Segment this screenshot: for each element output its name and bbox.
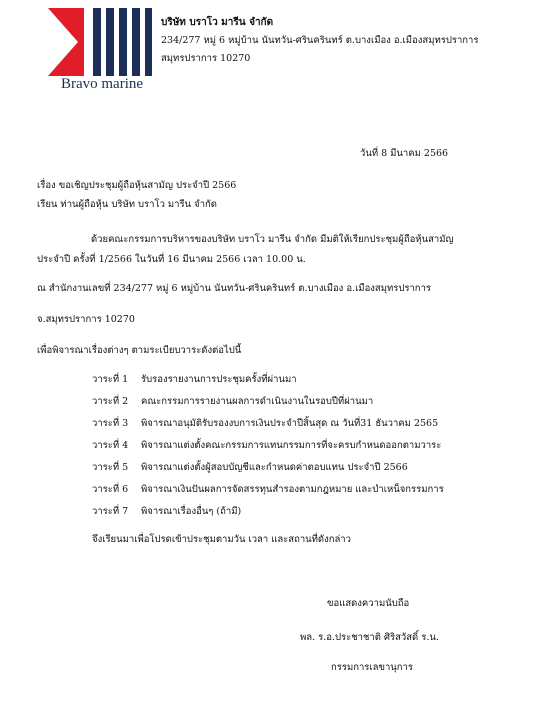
- agenda-item: [92, 394, 373, 409]
- agenda-text: พิจารณาแต่งตั้งผู้สอบบัญชีและกำหนดค่าตอบแทน ประจำปี 2566: [141, 462, 408, 473]
- body-line-2: ประจำปี ครั้งที่ 1/2566 ในวันที่ 16 มีนาคม 2566 เวลา 10.00 น.: [37, 254, 306, 265]
- agenda-item: [92, 438, 441, 453]
- body-line-4: จ.สมุทรปราการ 10270: [37, 314, 135, 325]
- agenda-number: วาระที่ 5: [92, 462, 129, 473]
- agenda-text: พิจารณาอนุมัติรับรองงบการเงินประจำปีสิ้นสุด ณ วันที่31 ธันวาคม 2565: [141, 418, 439, 429]
- agenda-number: วาระที่ 3: [92, 418, 129, 429]
- agenda-item: [92, 460, 408, 475]
- agenda-number: วาระที่ 6: [92, 484, 129, 495]
- body-line-3: ณ สำนักงานเลขที่ 234/277 หมู่ 6 หมู่บ้าน นันทวัน-ศรินครินทร์ ต.บางเมือง อ.เมืองสมุทรปราการ: [37, 283, 431, 294]
- letter-subject: เรื่อง ขอเชิญประชุมผู้ถือหุ้นสามัญ ประจำปี 2566: [37, 180, 237, 191]
- agenda-number: วาระที่ 4: [92, 440, 129, 451]
- signature-salutation: ขอแสดงความนับถือ: [327, 598, 410, 609]
- company-address-line1: 234/277 หมู่ 6 หมู่บ้าน นันทวัน-ศรินครินทร์ ต.บางเมือง อ.เมืองสมุทรปราการ: [161, 35, 479, 46]
- signature-signer: พล. ร.อ.ประชาชาติ ศิริสวัสดิ์ ร.น.: [300, 632, 439, 643]
- agenda-number: วาระที่ 7: [92, 506, 129, 517]
- agenda-text: พิจารณาแต่งตั้งคณะกรรมการแทนกรรมการที่จะครบกำหนดออกตามวาระ: [141, 440, 442, 451]
- agenda-number: วาระที่ 2: [92, 396, 129, 407]
- agenda-item: [92, 372, 297, 387]
- agenda-text: รับรองรายงานการประชุมครั้งที่ผ่านมา: [141, 374, 297, 385]
- company-address-line2: สมุทรปราการ 10270: [161, 53, 251, 64]
- letter-date: วันที่ 8 มีนาคม 2566: [360, 148, 449, 159]
- agenda-text: พิจารณาเรื่องอื่นๆ (ถ้ามี): [141, 506, 242, 517]
- company-logo: [48, 8, 152, 96]
- closing-line: จึงเรียนมาเพื่อโปรดเข้าประชุมตามวัน เวลา และสถานที่ดังกล่าว: [92, 534, 351, 545]
- agenda-item: [92, 416, 438, 431]
- agenda-item: [92, 504, 241, 519]
- logo-text: Bravo marine: [60, 76, 144, 92]
- agenda-text: พิจารณาเงินปันผลการจัดสรรทุนสำรองตามกฎหมาย และบำเหน็จกรรมการ: [141, 484, 444, 495]
- agenda-item: [92, 482, 444, 497]
- body-line-5: เพื่อพิจารณาเรื่องต่างๆ ตามระเบียบวาระดังต่อไปนี้: [37, 345, 242, 356]
- company-name: บริษัท บราโว มารีน จำกัด: [161, 17, 274, 28]
- letter-recipient: เรียน ท่านผู้ถือหุ้น บริษัท บราโว มารีน จำกัด: [37, 199, 217, 210]
- signature-title: กรรมการเลขานุการ: [331, 662, 413, 673]
- company-header: [161, 14, 478, 68]
- logo-mark: [48, 8, 152, 76]
- agenda-text: คณะกรรมการรายงานผลการดำเนินงานในรอบปีที่ผ่านมา: [141, 396, 374, 407]
- body-line-1: ด้วยคณะกรรมการบริหารของบริษัท บราโว มารีน จำกัด มีมติให้เรียกประชุมผู้ถือหุ้นสามัญ: [91, 234, 454, 245]
- agenda-number: วาระที่ 1: [92, 374, 129, 385]
